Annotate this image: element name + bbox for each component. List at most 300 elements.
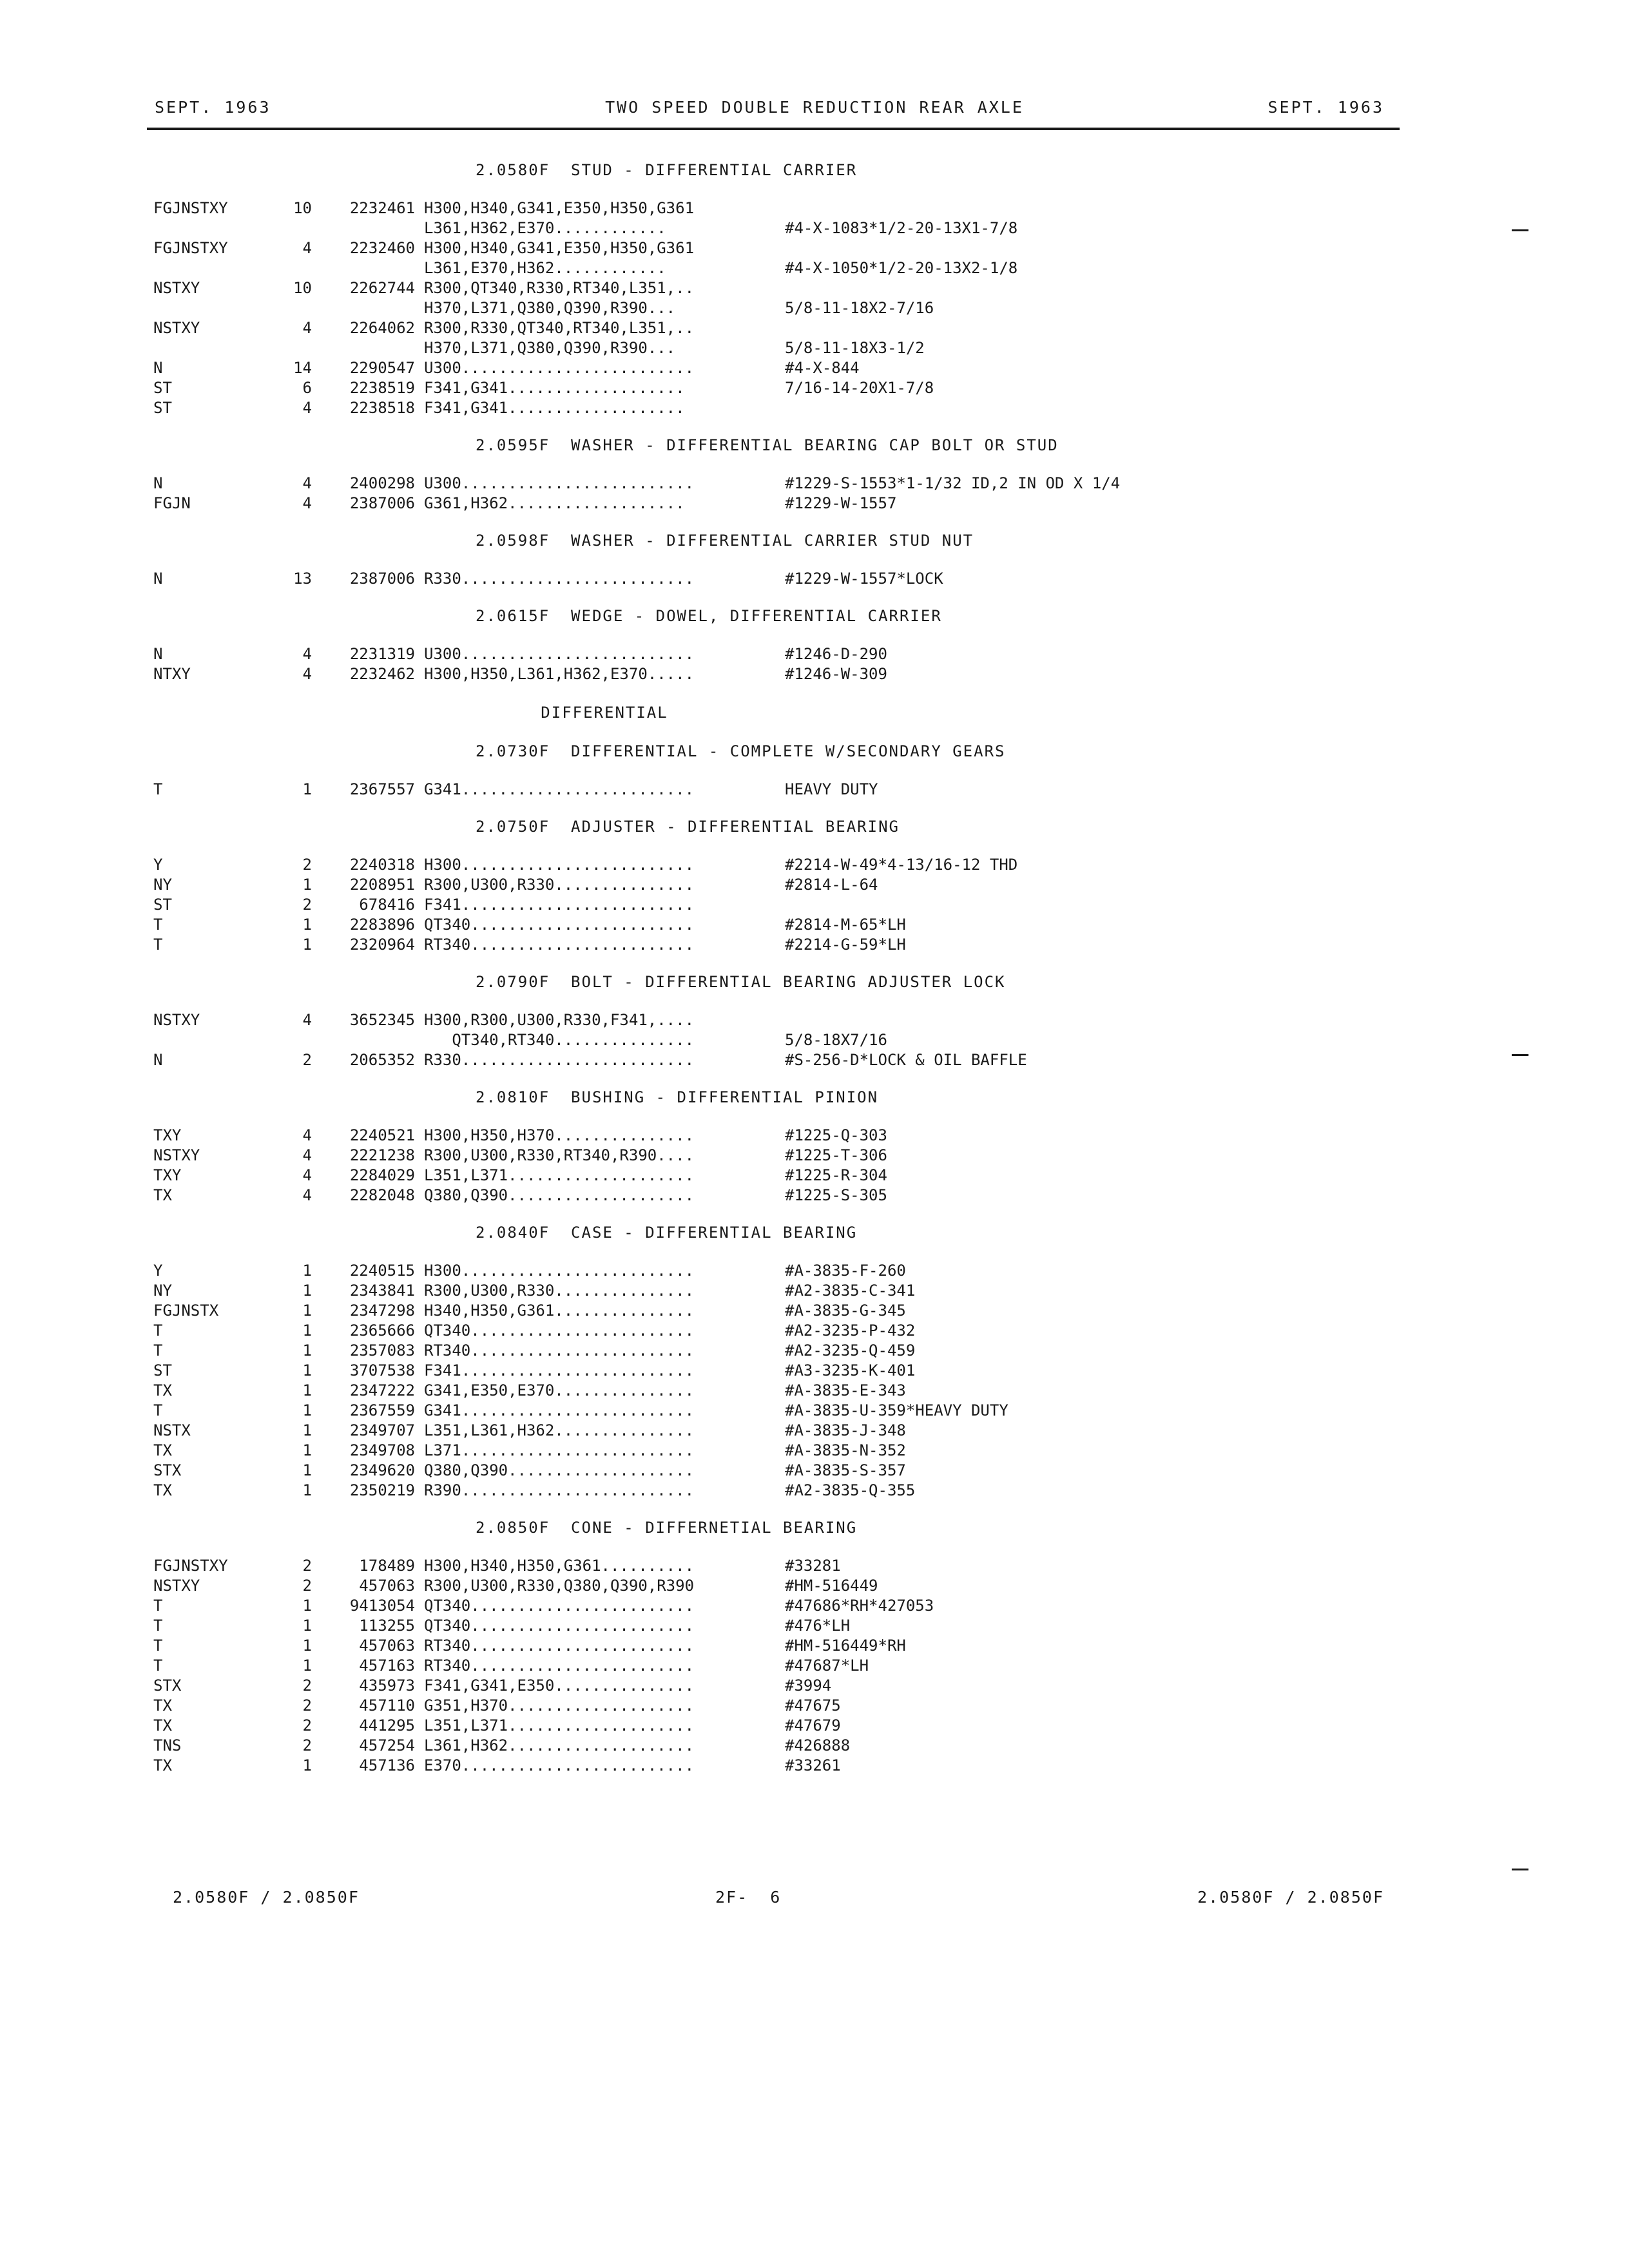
part-row [153,1716,1429,1736]
part-row [153,238,1429,258]
description: #1225-T-306 [785,1146,887,1164]
part-row [153,1616,1429,1636]
quantity: 1 [302,1637,312,1655]
model-code: NY [153,876,172,894]
quantity: 1 [302,1756,312,1774]
application: H300,H350,L361,H362,E370..... [424,665,695,683]
quantity: 1 [302,936,312,954]
quantity: 4 [302,1166,312,1184]
part-number: 2065352 [349,1051,415,1069]
model-code: Y [153,856,163,874]
part-row [153,218,1429,238]
part-number: 178489 [359,1557,415,1575]
header-date-right: SEPT. 1963 [1268,98,1384,117]
catalog-section [153,700,1429,815]
section-spacer [153,1070,1429,1086]
model-code: TX [153,1716,172,1735]
quantity [276,338,318,358]
quantity: 1 [302,1341,312,1360]
model-code [153,258,276,278]
section-title: 2.0615F WEDGE - DOWEL, DIFFERENTIAL CARRIER [476,607,942,625]
section-spacer [153,418,1429,434]
quantity: 1 [302,876,312,894]
quantity: 2 [302,1696,312,1715]
part-row [153,278,1429,298]
part-number: 457163 [359,1657,415,1675]
part-number [318,1030,424,1050]
model-code [153,1030,276,1050]
application: G341......................... [424,780,695,798]
model-code: NTXY [153,665,191,683]
application: H300,R300,U300,R330,F341,.... [424,1011,695,1029]
application: RT340........................ [424,1637,695,1655]
part-number: 2240521 [349,1126,415,1144]
quantity: 1 [302,1282,312,1300]
part-number: 113255 [359,1617,415,1635]
margin-mark [1512,229,1528,231]
description [785,318,1365,338]
part-number: 2350219 [349,1481,415,1499]
description: #A-3835-U-359*HEAVY DUTY [785,1401,1008,1419]
part-number: 2282048 [349,1186,415,1204]
part-row [153,1361,1429,1381]
model-code: FGJNSTXY [153,239,228,257]
description: #A2-3235-Q-459 [785,1341,916,1360]
section-title: 2.0750F ADJUSTER - DIFFERENTIAL BEARING [476,818,900,836]
quantity: 2 [302,1051,312,1069]
description: 5/8-18X7/16 [785,1031,887,1049]
part-number: 2264062 [349,319,415,337]
part-number: 2238518 [349,399,415,417]
header-date-left: SEPT. 1963 [155,98,271,117]
part-row [153,1186,1429,1206]
application: QT340........................ [424,916,695,934]
model-code: ST [153,379,172,397]
part-row [153,1421,1429,1441]
part-row [153,338,1429,358]
model-code: TX [153,1186,172,1204]
quantity: 1 [302,1421,312,1439]
application: H300,H340,G341,E350,H350,G361 [424,239,695,257]
part-number: 2208951 [349,876,415,894]
model-code: FGJNSTXY [153,199,228,217]
part-row [153,1261,1429,1281]
description: #47679 [785,1716,841,1735]
part-row [153,1656,1429,1676]
part-number [318,338,424,358]
part-row [153,1381,1429,1401]
model-code: NSTXY [153,1146,200,1164]
quantity: 4 [302,319,312,337]
description [785,895,1365,915]
description: #A2-3235-P-432 [785,1321,916,1340]
part-row [153,1756,1429,1776]
model-code: T [153,1657,163,1675]
part-number: 2347222 [349,1381,415,1399]
part-row [153,780,1429,800]
part-row [153,1596,1429,1616]
part-number: 678416 [359,896,415,914]
model-code: N [153,570,163,588]
quantity: 1 [302,1361,312,1379]
margin-mark [1512,1054,1528,1056]
part-row [153,1010,1429,1030]
section-spacer [153,514,1429,529]
quantity: 4 [302,665,312,683]
part-number: 2284029 [349,1166,415,1184]
quantity: 14 [293,359,312,377]
catalog-section [153,815,1429,970]
description: #A-3835-J-348 [785,1421,906,1439]
part-number: 457063 [359,1637,415,1655]
quantity: 6 [302,379,312,397]
description: #1229-S-1553*1-1/32 ID,2 IN OD X 1/4 [785,474,1121,492]
margin-mark [1512,1869,1528,1870]
part-number: 457254 [359,1736,415,1754]
description: #4-X-844 [785,359,860,377]
application: G341,E350,E370............... [424,1381,695,1399]
application: F341,G341................... [424,399,685,417]
section-spacer [153,1501,1429,1516]
part-number: 2357083 [349,1341,415,1360]
model-code: T [153,916,163,934]
part-number: 2262744 [349,279,415,297]
application: H300......................... [424,1262,695,1280]
section-spacer [153,1206,1429,1221]
part-row [153,1050,1429,1070]
quantity: 2 [302,896,312,914]
part-row [153,1481,1429,1501]
part-number: 457136 [359,1756,415,1774]
quantity: 1 [302,1401,312,1419]
group-heading: DIFFERENTIAL [541,704,668,722]
part-number: 2231319 [349,645,415,663]
part-row [153,1441,1429,1461]
description: #A3-3235-K-401 [785,1361,916,1379]
catalog-section [153,604,1429,700]
application: QT340........................ [424,1597,695,1615]
description: #3994 [785,1677,832,1695]
part-row [153,298,1429,318]
quantity: 1 [302,1481,312,1499]
section-title: 2.0810F BUSHING - DIFFERENTIAL PINION [476,1088,879,1106]
description: #HM-516449*RH [785,1637,906,1655]
part-number: 2347298 [349,1302,415,1320]
application: H300,H350,H370............... [424,1126,695,1144]
model-code: T [153,1637,163,1655]
description: #1225-R-304 [785,1166,887,1184]
part-row [153,935,1429,955]
quantity: 4 [302,1186,312,1204]
part-number: 3707538 [349,1361,415,1379]
application: R300,U300,R330............... [424,1282,695,1300]
quantity: 2 [302,1716,312,1735]
description: 5/8-11-18X2-7/16 [785,299,934,317]
part-number: 3652345 [349,1011,415,1029]
application: H370,L371,Q380,Q390,R390... [424,299,676,317]
quantity: 2 [302,1577,312,1595]
quantity: 10 [293,199,312,217]
part-number: 2232462 [349,665,415,683]
part-row [153,494,1429,514]
model-code: NSTXY [153,319,200,337]
header-rule [147,128,1400,130]
quantity: 4 [302,239,312,257]
section-title: 2.0790F BOLT - DIFFERENTIAL BEARING ADJUSTER LOCK [476,973,1006,991]
quantity: 13 [293,570,312,588]
part-row [153,1301,1429,1321]
part-row [153,258,1429,278]
part-number: 2387006 [349,494,415,512]
model-code: FGJN [153,494,191,512]
model-code: N [153,359,163,377]
model-code: FGJNSTX [153,1302,219,1320]
model-code: ST [153,1361,172,1379]
application: F341,G341,E350............... [424,1677,695,1695]
part-row [153,198,1429,218]
model-code: T [153,1341,163,1360]
quantity [276,1030,318,1050]
part-number: 2367559 [349,1401,415,1419]
application: F341,G341................... [424,379,685,397]
description [785,278,1365,298]
model-code: TNS [153,1736,182,1754]
footer-page-number: 2F- 6 [715,1888,782,1907]
part-row [153,1341,1429,1361]
description: #4-X-1050*1/2-20-13X2-1/8 [785,259,1018,277]
model-code: TX [153,1481,172,1499]
application: L361,H362,E370............ [424,219,666,237]
model-code: T [153,780,163,798]
quantity: 2 [302,1557,312,1575]
part-number: 2238519 [349,379,415,397]
part-row [153,915,1429,935]
part-number: 2240515 [349,1262,415,1280]
part-row [153,1281,1429,1301]
part-number: 2349708 [349,1441,415,1459]
application: R390......................... [424,1481,695,1499]
description: #33281 [785,1557,841,1575]
model-code: N [153,474,163,492]
part-number: 2349707 [349,1421,415,1439]
application: Q380,Q390.................... [424,1186,695,1204]
section-spacer [153,684,1429,700]
model-code: NSTXY [153,1577,200,1595]
model-code: N [153,1051,163,1069]
quantity: 1 [302,1262,312,1280]
model-code: TXY [153,1126,182,1144]
application: R300,QT340,R330,RT340,L351,.. [424,279,695,297]
part-row [153,1636,1429,1656]
description: #47687*LH [785,1657,869,1675]
model-code: TX [153,1696,172,1715]
description [785,198,1365,218]
description: #2214-G-59*LH [785,936,906,954]
quantity: 2 [302,856,312,874]
application: G361,H362................... [424,494,685,512]
part-number: 2232460 [349,239,415,257]
footer-range-left: 2.0580F / 2.0850F [173,1888,360,1907]
application: L361,H362.................... [424,1736,695,1754]
description: #A2-3835-C-341 [785,1282,916,1300]
part-number: 435973 [359,1677,415,1695]
application: H300,H340,G341,E350,H350,G361 [424,199,695,217]
part-number: 2365666 [349,1321,415,1340]
description: #1246-W-309 [785,665,887,683]
quantity: 4 [302,1126,312,1144]
quantity: 1 [302,1321,312,1340]
description: #47686*RH*427053 [785,1597,934,1615]
description: 7/16-14-20X1-7/8 [785,379,934,397]
quantity: 1 [302,780,312,798]
part-row [153,1321,1429,1341]
description: #S-256-D*LOCK & OIL BAFFLE [785,1051,1027,1069]
application: L351,L361,H362............... [424,1421,695,1439]
model-code: NY [153,1282,172,1300]
catalog-section [153,1086,1429,1221]
part-number: 2367557 [349,780,415,798]
application: R300,U300,R330............... [424,876,695,894]
description: #A-3835-F-260 [785,1262,906,1280]
catalog-section [153,529,1429,604]
section-spacer [153,1776,1429,1791]
description: #4-X-1083*1/2-20-13X1-7/8 [785,219,1018,237]
catalog-section [153,1221,1429,1516]
part-row [153,1126,1429,1146]
quantity: 4 [302,494,312,512]
model-code: TXY [153,1166,182,1184]
quantity: 1 [302,1657,312,1675]
section-title: 2.0730F DIFFERENTIAL - COMPLETE W/SECONDARY GEARS [476,742,1006,760]
application: L351,L371.................... [424,1716,695,1735]
description: #2214-W-49*4-13/16-12 THD [785,856,1018,874]
part-row [153,378,1429,398]
application: H370,L371,Q380,Q390,R390... [424,339,676,357]
description [785,398,1365,418]
model-code: N [153,645,163,663]
header-title: TWO SPEED DOUBLE REDUCTION REAR AXLE [605,98,1024,117]
part-number: 2283896 [349,916,415,934]
part-row [153,855,1429,875]
model-code [153,218,276,238]
description: #2814-M-65*LH [785,916,906,934]
part-row [153,1146,1429,1166]
quantity [276,298,318,318]
quantity: 10 [293,279,312,297]
description: #1225-Q-303 [785,1126,887,1144]
description: #HM-516449 [785,1577,878,1595]
section-spacer [153,800,1429,815]
catalog-section [153,970,1429,1086]
model-code: STX [153,1677,182,1695]
application: G341......................... [424,1401,695,1419]
description: #A-3835-E-343 [785,1381,906,1399]
application: QT340........................ [424,1321,695,1340]
part-number: 441295 [359,1716,415,1735]
part-row [153,358,1429,378]
model-code: NSTXY [153,1011,200,1029]
part-row [153,569,1429,589]
application: R330......................... [424,570,695,588]
part-number: 2349620 [349,1461,415,1479]
part-number: 2240318 [349,856,415,874]
quantity: 1 [302,916,312,934]
part-row [153,318,1429,338]
quantity: 1 [302,1597,312,1615]
part-number [318,298,424,318]
description: #476*LH [785,1617,851,1635]
model-code: ST [153,896,172,914]
description: #33261 [785,1756,841,1774]
part-row [153,474,1429,494]
model-code [153,338,276,358]
model-code: NSTX [153,1421,191,1439]
application: E370......................... [424,1756,695,1774]
part-number: 2343841 [349,1282,415,1300]
part-number: 9413054 [349,1597,415,1615]
description: #1229-W-1557 [785,494,897,512]
model-code: FGJNSTXY [153,1557,228,1575]
part-number: 2290547 [349,359,415,377]
section-title: 2.0580F STUD - DIFFERENTIAL CARRIER [476,161,858,179]
model-code: TX [153,1381,172,1399]
description: HEAVY DUTY [785,780,878,798]
application: U300......................... [424,474,695,492]
section-title: 2.0850F CONE - DIFFERNETIAL BEARING [476,1519,858,1537]
description: #A-3835-S-357 [785,1461,906,1479]
application: F341......................... [424,1361,695,1379]
part-number: 2232461 [349,199,415,217]
model-code: TX [153,1441,172,1459]
model-code: T [153,936,163,954]
application: G351,H370.................... [424,1696,695,1715]
model-code: T [153,1617,163,1635]
model-code: T [153,1597,163,1615]
quantity [276,218,318,238]
application: RT340........................ [424,1657,695,1675]
quantity: 1 [302,1461,312,1479]
catalog-section [153,1516,1429,1791]
application: H300......................... [424,856,695,874]
part-row [153,895,1429,915]
description: #426888 [785,1736,851,1754]
part-row [153,398,1429,418]
section-title: 2.0840F CASE - DIFFERENTIAL BEARING [476,1224,858,1242]
application: RT340........................ [424,936,695,954]
description [785,238,1365,258]
part-number: 2387006 [349,570,415,588]
application: R300,R330,QT340,RT340,L351,.. [424,319,695,337]
model-code [153,298,276,318]
application: L371......................... [424,1441,695,1459]
description: 5/8-11-18X3-1/2 [785,339,925,357]
description: #A-3835-N-352 [785,1441,906,1459]
description: #1229-W-1557*LOCK [785,570,943,588]
part-row [153,1696,1429,1716]
part-row [153,1401,1429,1421]
section-spacer [153,589,1429,604]
part-number [318,218,424,238]
part-row [153,664,1429,684]
application: Q380,Q390.................... [424,1461,695,1479]
part-number [318,258,424,278]
application: H340,H350,G361............... [424,1302,695,1320]
quantity: 1 [302,1381,312,1399]
application: F341......................... [424,896,695,914]
quantity: 2 [302,1677,312,1695]
footer-range-right: 2.0580F / 2.0850F [1197,1888,1384,1907]
quantity: 4 [302,645,312,663]
